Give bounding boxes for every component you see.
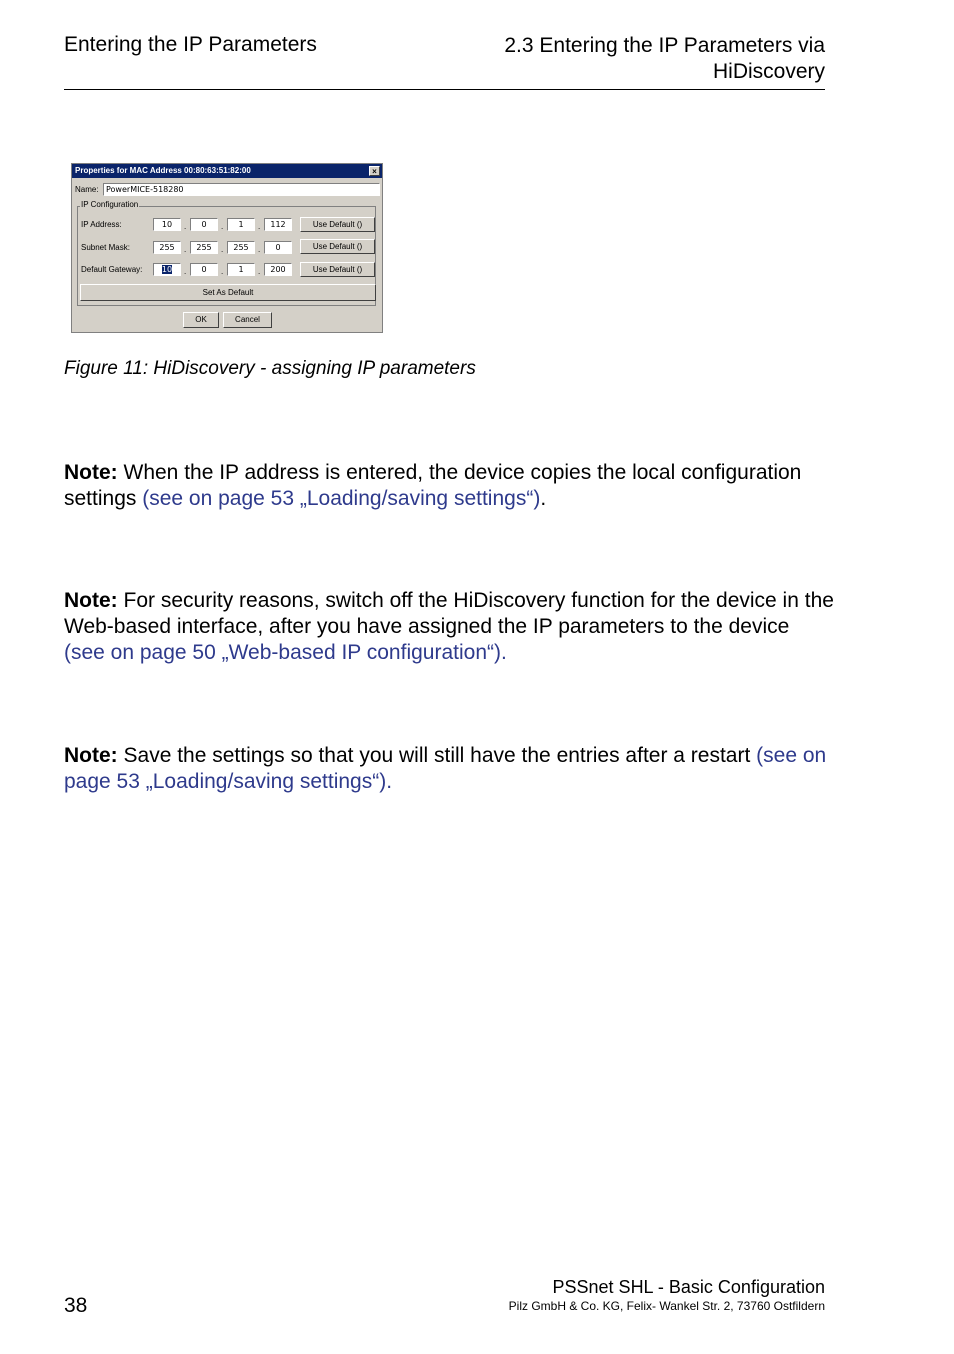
footer-document-title: PSSnet SHL - Basic Configuration: [552, 1277, 825, 1297]
note-label: Note:: [64, 744, 118, 767]
gateway-octet-4[interactable]: 200: [264, 263, 292, 276]
cross-reference-link[interactable]: (see on page 53 „Loading/saving settings“).: [64, 744, 827, 793]
gateway-octet-2[interactable]: 0: [190, 263, 218, 276]
subnet-mask-octet-1[interactable]: 255: [153, 241, 181, 254]
subnet-mask-label: Subnet Mask:: [81, 243, 130, 252]
header-section-line2: HiDiscovery: [712, 60, 825, 83]
cancel-button[interactable]: Cancel: [223, 312, 272, 328]
subnet-mask-octet-4[interactable]: 0: [264, 241, 292, 254]
ip-address-label: IP Address:: [81, 220, 122, 229]
ok-button[interactable]: OK: [183, 312, 219, 328]
dot-separator: .: [258, 245, 261, 254]
note-text: Save the settings so that you will still have the entries after a restart: [117, 744, 757, 767]
ip-configuration-label: IP Configuration: [81, 200, 139, 209]
header-rule: [64, 89, 825, 90]
header-section-line1: 2.3 Entering the IP Parameters via: [504, 34, 825, 57]
set-as-default-button[interactable]: Set As Default: [80, 284, 376, 301]
dot-separator: .: [184, 222, 187, 231]
note-text: When the IP address is entered, the device copies the local configuration settings: [64, 461, 802, 510]
dialog-title-bar: [72, 164, 382, 178]
note-text: For security reasons, switch off the HiDiscovery function for the device in the Web-based interface, after you have assigned the IP parameters to the device: [64, 589, 834, 638]
gateway-octet-3[interactable]: 1: [227, 263, 255, 276]
cross-reference-link[interactable]: (see on page 50 „Web-based IP configuration“).: [64, 641, 507, 664]
note-end: .: [540, 487, 547, 510]
note-label: Note:: [64, 589, 118, 612]
name-label: Name:: [75, 185, 99, 194]
ip-address-octet-2[interactable]: 0: [190, 218, 218, 231]
dot-separator: .: [258, 267, 261, 276]
gateway-use-default-button[interactable]: Use Default (): [300, 262, 375, 277]
note-label: Note:: [64, 461, 118, 484]
dot-separator: .: [221, 245, 224, 254]
ip-address-octet-4[interactable]: 112: [264, 218, 292, 231]
name-field[interactable]: PowerMICE-518280: [103, 183, 380, 196]
close-icon[interactable]: ×: [369, 166, 380, 176]
footer-address: Pilz GmbH & Co. KG, Felix- Wankel Str. 2, 73760 Ostfildern: [508, 1299, 825, 1313]
dot-separator: .: [184, 267, 187, 276]
header-chapter: Entering the IP Parameters: [64, 33, 317, 56]
dot-separator: .: [184, 245, 187, 254]
subnet-mask-octet-3[interactable]: 255: [227, 241, 255, 254]
figure-caption: Figure 11: HiDiscovery - assigning IP parameters: [64, 358, 476, 379]
mask-use-default-button[interactable]: Use Default (): [300, 239, 375, 254]
dot-separator: .: [221, 222, 224, 231]
note-paragraph: [64, 460, 834, 512]
subnet-mask-octet-2[interactable]: 255: [190, 241, 218, 254]
cross-reference-link[interactable]: (see on page 53 „Loading/saving settings“): [142, 487, 541, 510]
properties-dialog: [71, 163, 383, 333]
note-paragraph: [64, 743, 834, 795]
gateway-octet-1[interactable]: [153, 263, 181, 276]
dot-separator: .: [221, 267, 224, 276]
ip-address-octet-3[interactable]: 1: [227, 218, 255, 231]
page-number: 38: [64, 1294, 88, 1317]
dot-separator: .: [258, 222, 261, 231]
dialog-title: Properties for MAC Address 00:80:63:51:82:00: [75, 166, 251, 175]
gateway-octet-1-value: 10: [161, 265, 173, 274]
ip-address-octet-1[interactable]: 10: [153, 218, 181, 231]
note-paragraph: [64, 588, 834, 666]
default-gateway-label: Default Gateway:: [81, 265, 143, 274]
ip-use-default-button[interactable]: Use Default (): [300, 217, 375, 232]
header-section: [504, 33, 825, 85]
